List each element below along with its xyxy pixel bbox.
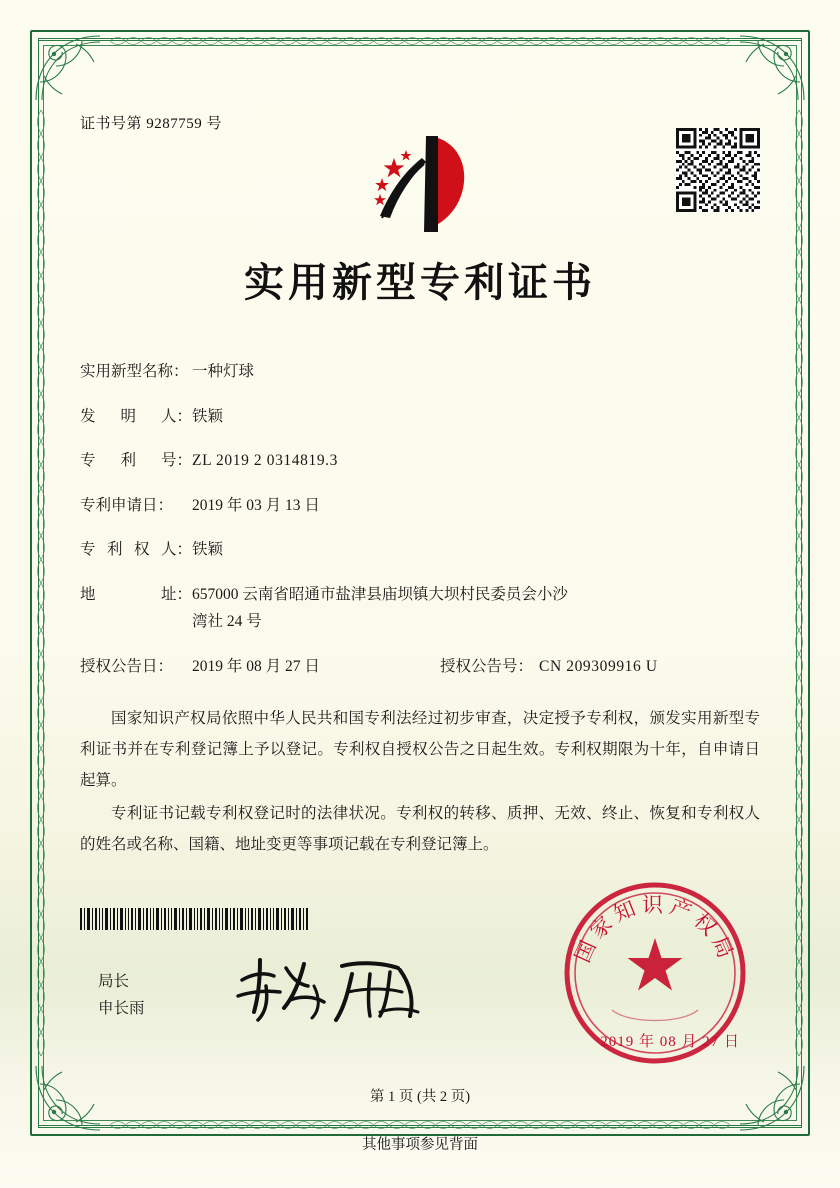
label-grant-date: 授权公告日： [80, 657, 174, 675]
field-row-grant [80, 659, 760, 675]
label-patent-number [80, 453, 192, 469]
border-pattern-left [34, 110, 48, 1056]
label-patentee-char-3: 权 [133, 541, 150, 558]
certificate-content [80, 112, 760, 860]
barcode [80, 908, 308, 930]
director-block [98, 968, 145, 1022]
director-label: 局长 [98, 973, 130, 990]
label-patentee-char-1: 专 [80, 541, 96, 558]
field-row-patentee [80, 542, 760, 558]
director-name: 申长雨 [98, 1000, 145, 1018]
border-pattern-bottom [110, 1118, 730, 1132]
value-patent-number: ZL 2019 2 0314819.3 [192, 452, 339, 469]
label-inventor-char-3: 人： [160, 407, 192, 425]
label-inventor [80, 409, 192, 425]
label-utility-model-name: 实用新型名称： [80, 363, 189, 380]
field-row-address [80, 587, 760, 630]
label-patent-number-char-1: 专 [80, 452, 96, 469]
value-patentee: 铁颖 [192, 541, 224, 558]
certificate-number: 证书号第 9287759 号 [80, 116, 223, 132]
label-patent-number-char-3: 号： [160, 452, 192, 469]
value-inventor: 铁颖 [192, 407, 224, 425]
value-utility-model-name: 一种灯球 [192, 363, 255, 380]
value-grant-date: 2019 年 08 月 27 日 [192, 657, 320, 675]
label-patentee [80, 542, 192, 558]
page-number: 第 1 页 (共 2 页) [369, 1089, 471, 1105]
svg-text:国家知识产权局: 国家知识产权局 [570, 893, 740, 967]
value-application-date: 2019 年 03 月 13 日 [192, 496, 320, 514]
handwritten-signature [230, 950, 440, 1030]
label-address-char-1: 地 [80, 585, 96, 603]
cnipa-emblem-icon [360, 130, 480, 240]
page-title: 实用新型专利证书 [244, 260, 596, 305]
corner-ornament-icon [32, 32, 104, 104]
label-grant-number: 授权公告号： [440, 657, 534, 675]
border-pattern-right [792, 110, 806, 1056]
qr-code [676, 128, 760, 212]
field-row-patent-number [80, 453, 760, 469]
field-row-inventor [80, 409, 760, 425]
value-grant-number: CN 209309916 U [539, 657, 658, 675]
footer-note: 其他事项参见背面 [362, 1137, 478, 1153]
seal-date: 2019 年 08 月 27 日 [600, 1034, 740, 1050]
corner-ornament-icon [736, 32, 808, 104]
label-patent-number-char-2: 利 [120, 452, 136, 469]
legal-paragraph-2: 专利证书记载专利权登记时的法律状况。专利权的转移、质押、无效、终止、恢复和专利权人的姓名或名称、国籍、地址变更等事项记载在专利登记簿上。 [80, 805, 760, 853]
field-row-utility-model-name [80, 364, 760, 380]
label-address [80, 587, 192, 603]
label-inventor-char-1: 发 [80, 407, 96, 425]
label-address-char-2: 址： [160, 585, 192, 603]
field-row-application-date [80, 498, 760, 514]
grant-number-group [440, 659, 658, 675]
certificate-fields [80, 364, 760, 674]
legal-paragraph-1: 国家知识产权局依照中华人民共和国专利法经过初步审查，决定授予专利权，颁发实用新型专利证书并在专利登记簿上予以登记。专利权自授权公告之日起生效。专利权期限为十年，自申请日起算。 [80, 710, 760, 789]
value-address [192, 587, 760, 630]
label-patentee-char-2: 利 [106, 541, 123, 558]
label-inventor-char-2: 明 [120, 407, 136, 425]
label-application-date: 专利申请日： [80, 496, 174, 514]
value-address-line-1: 657000 云南省昭通市盐津县庙坝镇大坝村民委员会小沙 [192, 585, 568, 603]
border-pattern-top [110, 34, 730, 48]
value-address-line-2: 湾社 24 号 [192, 613, 262, 630]
label-patentee-char-4: 人： [160, 541, 192, 558]
